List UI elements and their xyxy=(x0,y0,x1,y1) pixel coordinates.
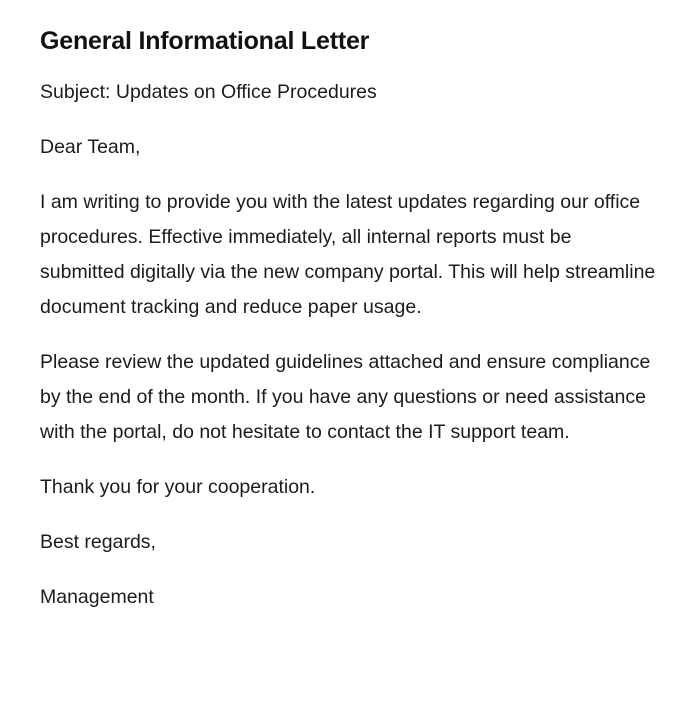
letter-subject: Subject: Updates on Office Procedures xyxy=(40,81,377,103)
letter-signature: Management xyxy=(40,586,154,608)
letter-title: General Informational Letter xyxy=(40,27,370,55)
letter-closing: Best regards, xyxy=(40,531,156,553)
letter-paragraph-1: I am writing to provide you with the latest updates regarding our office procedures. Effective immediately, all internal reports must be submitted digitally via the new company portal. This will help streamline document tracking and reduce paper usage. xyxy=(40,191,656,318)
letter-salutation: Dear Team, xyxy=(40,136,141,158)
letter-thanks: Thank you for your cooperation. xyxy=(40,476,316,498)
letter-paragraph-2: Please review the updated guidelines attached and ensure compliance by the end of the month. If you have any questions or need assistance with the portal, do not hesitate to contact the IT support team. xyxy=(40,351,651,443)
